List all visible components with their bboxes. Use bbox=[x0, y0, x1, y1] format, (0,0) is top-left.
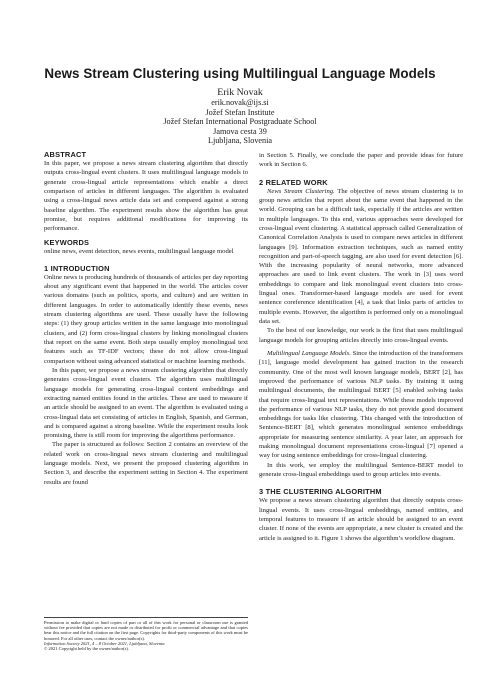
intro-paragraph-3: The paper is structured as follows: Section 2 contains an overview of the related work on cross-lingual news stream clustering and multilingual language models. Next, we present the proposed clustering algorithm in Section 3, and describe the experiment setting in Section 4. The experiment results are found bbox=[44, 441, 248, 486]
author-affiliation: Jožef Stefan Institute bbox=[205, 107, 275, 117]
related-work-heading: 2 RELATED WORK bbox=[259, 177, 328, 187]
author-address: Jamova cesta 39 bbox=[213, 126, 267, 136]
algorithm-paragraph-1: We propose a news stream clustering algorithm that directly outputs cross-lingual events. It uses cross-lingual embeddings, named entities, and temporal features to measure if an article should be assigned to an event cluster. If none of the events are appropriate, a new cluster is created and the article is assigned to it. Figure 1 shows the algorithm’s workflow diagram. bbox=[259, 497, 463, 542]
copyright-line: © 2021 Copyright held by the owner/author(s). bbox=[44, 646, 130, 652]
intro-paragraph-2: In this paper, we propose a news stream clustering algorithm that directly generates cross-lingual event clusters. The algorithm uses multilingual language models for generating cross-lingual content embeddings and extracting named entities found in the articles. These are used to measure if an article should be assigned to an event. The algorithm is evaluated using a cross-lingual data set consisting of articles in English, Spanish, and German, and is compared against a strong baseline. While the experiment results look promising, there is still room for improving the algorithms performance. bbox=[44, 366, 248, 440]
related-paragraph-4: In this work, we employ the multilingual Sentence-BERT model to generate cross-lingual embeddings used to group articles into events. bbox=[259, 461, 463, 478]
venue-line: Information Society 2021, 4 – 8 October 2021, Ljubljana, Slovenia bbox=[44, 640, 165, 646]
paper-title: News Stream Clustering using Multilingual Language Models bbox=[44, 66, 436, 81]
left-column bbox=[44, 150, 248, 487]
author-email: erik.novak@ijs.si bbox=[211, 98, 269, 107]
news-stream-clustering-label: News Stream Clustering. bbox=[267, 187, 335, 195]
intro-paragraph-1: Online news is producing hundreds of thousands of articles per day reporting about any significant event that happened in the world. The articles cover various domains (such as politics, sports, and culture) and are written in different languages. In order to automatically identify these events, news stream clustering algorithms are used. These usually have the following steps: (1) they group articles written in the same language into monolingual clusters, and (2) form cross-lingual clusters by linking monolingual clusters that report on the same event. Both steps usually employ monolingual text features such as TF-IDF vectors; these do not allow cross-lingual comparison without using advanced statistical or machine learning methods. bbox=[44, 273, 248, 365]
author-name: Erik Novak bbox=[217, 87, 263, 98]
related-paragraph-1: News Stream Clustering. The objective of news stream clustering is to group news articles that report about the same event that happened in the world. Grouping can be a difficult task, especially if the articles are written in multiple languages. To this end, various approaches were developed for cross-lingual event clustering. A statistical approach called Generalization of Canonical Correlation Analysis is used to compare news articles in different languages [9]. Information extraction techniques, such as named entity recognition and part-of-speech tagging, are also used for event detection [6]. With the increasing popularity of neural networks, more advanced approaches are used to link event clusters. The work in [3] uses word embeddings to compare and link monolingual event clusters into cross-lingual ones. Transformer-based language models are used for event sentence coreference identification [4], a task that links parts of articles to multiple events. However, the algorithm is performed only on a monolingual data set. bbox=[259, 187, 463, 325]
copyright-footnote bbox=[44, 617, 248, 651]
author-block bbox=[0, 87, 480, 146]
permission-notice: Permission to make digital or hard copies of part or all of this work for personal or classroom use is granted without fee provided that copies are not made or distributed for profit or commercial advantage and that copies bear this notice and the full citation on the first page. Copyrights for third-party components of this work must be honored. For all other uses, contact the owner/author(s). bbox=[44, 620, 248, 641]
intro-paragraph-continued: in Section 5. Finally, we conclude the paper and provide ideas for future work in Section 6. bbox=[259, 152, 463, 169]
abstract-text: In this paper, we propose a news stream clustering algorithm that directly outputs cross-lingual event clusters. It uses multilingual language models to generate cross-lingual article representations which enable a direct comparison of articles in different languages. The algorithm is evaluated using a cross-lingual news article data set and compared against a strong baseline algorithm. The experiment results show the algorithm has great promise, but requires additional modifications for improving its performance. bbox=[44, 160, 248, 233]
algorithm-heading: 3 THE CLUSTERING ALGORITHM bbox=[259, 487, 382, 497]
keywords-text: online news, event detection, news events, multilingual language model bbox=[44, 247, 234, 255]
abstract-heading: ABSTRACT bbox=[44, 150, 87, 159]
author-city: Ljubljana, Slovenia bbox=[207, 136, 273, 146]
related-paragraph-2: To the best of our knowledge, our work is the first that uses multilingual language models for grouping articles directly into cross-lingual events. bbox=[259, 327, 463, 344]
keywords-heading: KEYWORDS bbox=[44, 237, 90, 247]
multilingual-models-label: Multilingual Language Models. bbox=[267, 349, 351, 357]
author-affiliation-2: Jožef Stefan International Postgraduate School bbox=[163, 117, 317, 127]
intro-heading: 1 INTRODUCTION bbox=[44, 263, 110, 273]
related-paragraph-3: Multilingual Language Models. Since the introduction of the transformers [11], language model development has gained traction in the research community. One of the most well known language models, BERT [2], has improved the performance of various NLP tasks. By training it using multilingual documents, the multilingual BERT [5] enabled solving tasks that require cross-lingual text representations. While these models improved the performance of various NLP tasks, they do not provide good document embeddings for tasks like clustering. This changed with the introduction of Sentence-BERT [8], which generates monolingual sentence embeddings appropriate for measuring sentence similarity. A year later, an approach for making monolingual document representations cross-lingual [7] opened a way for using sentence embeddings for cross-lingual clustering. bbox=[259, 349, 464, 460]
right-column bbox=[259, 151, 463, 543]
